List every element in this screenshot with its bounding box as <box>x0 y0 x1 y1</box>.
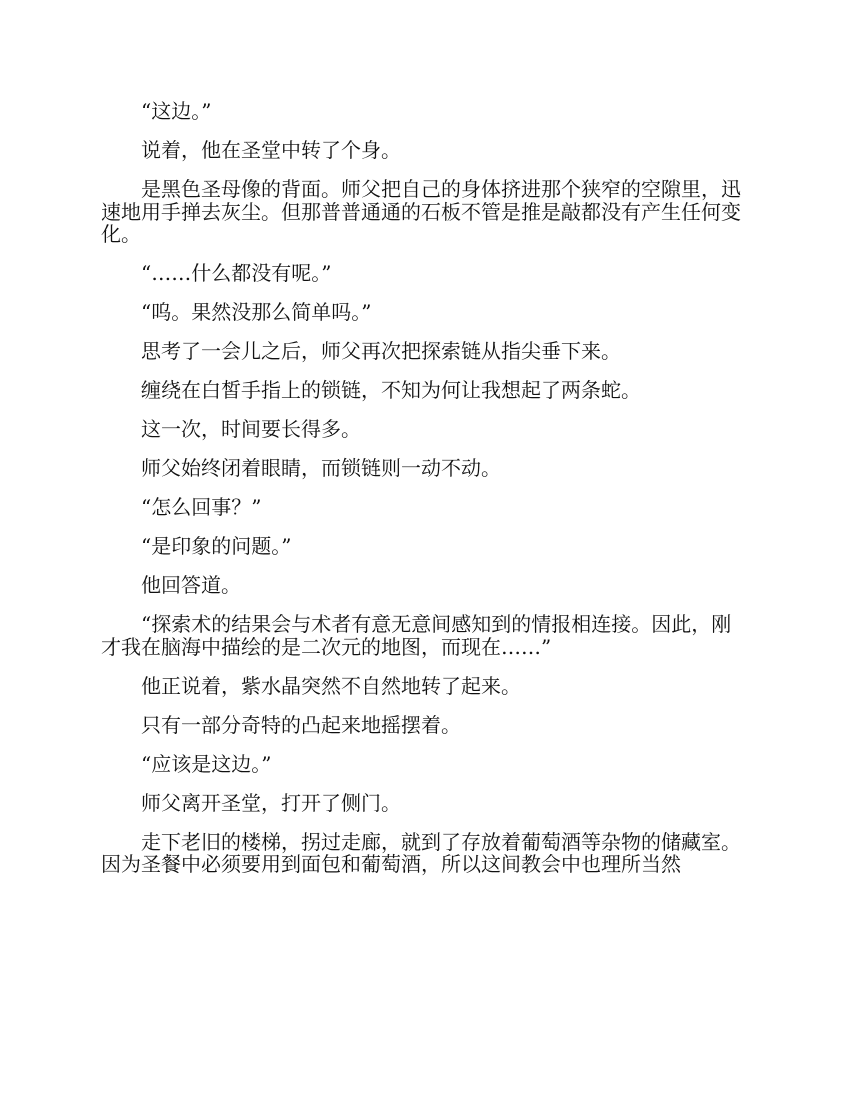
paragraph-12: 他回答道。 <box>141 573 241 597</box>
paragraph-18: 走下老旧的楼梯，拐过走廊，就到了存放着葡萄酒等杂物的储藏室。因为圣餐中必须要用到面包和葡萄酒，所以这间教会中也理所当然 <box>101 829 741 876</box>
paragraph-3: 是黑色圣母像的背面。师父把自己的身体挤进那个狭窄的空隙里，迅速地用手掸去灰尘。但那普普通通的石板不管是推是敲都没有产生任何变化。 <box>101 177 741 246</box>
paragraph-13: “探索术的结果会与术者有意无意间感知到的情报相连接。因此，刚才我在脑海中描绘的是二次元的地图，而现在……” <box>101 612 732 659</box>
paragraph-11: “是印象的问题。” <box>141 534 292 558</box>
document-page <box>101 100 749 876</box>
paragraph-1: “这边。” <box>141 99 212 123</box>
paragraph-17: 师父离开圣堂，打开了侧门。 <box>141 790 401 815</box>
paragraph-6: 思考了一会儿之后，师父再次把探索链从指尖垂下来。 <box>141 339 621 363</box>
paragraph-5: “呜。果然没那么简单吗。” <box>141 300 372 324</box>
paragraph-15: 只有一部分奇特的凸起来地摇摆着。 <box>141 712 461 737</box>
paragraph-2: 说着，他在圣堂中转了个身。 <box>141 138 401 162</box>
paragraph-9: 师父始终闭着眼睛，而锁链则一动不动。 <box>141 456 501 480</box>
paragraph-14: 他正说着，紫水晶突然不自然地转了起来。 <box>141 673 521 698</box>
paragraph-7: 缠绕在白皙手指上的锁链，不知为何让我想起了两条蛇。 <box>141 378 641 402</box>
paragraph-4: “……什么都没有呢。” <box>141 261 332 285</box>
paragraph-8: 这一次，时间要长得多。 <box>141 417 361 441</box>
paragraph-10: “怎么回事？” <box>141 495 262 519</box>
paragraph-16: “应该是这边。” <box>141 751 272 776</box>
